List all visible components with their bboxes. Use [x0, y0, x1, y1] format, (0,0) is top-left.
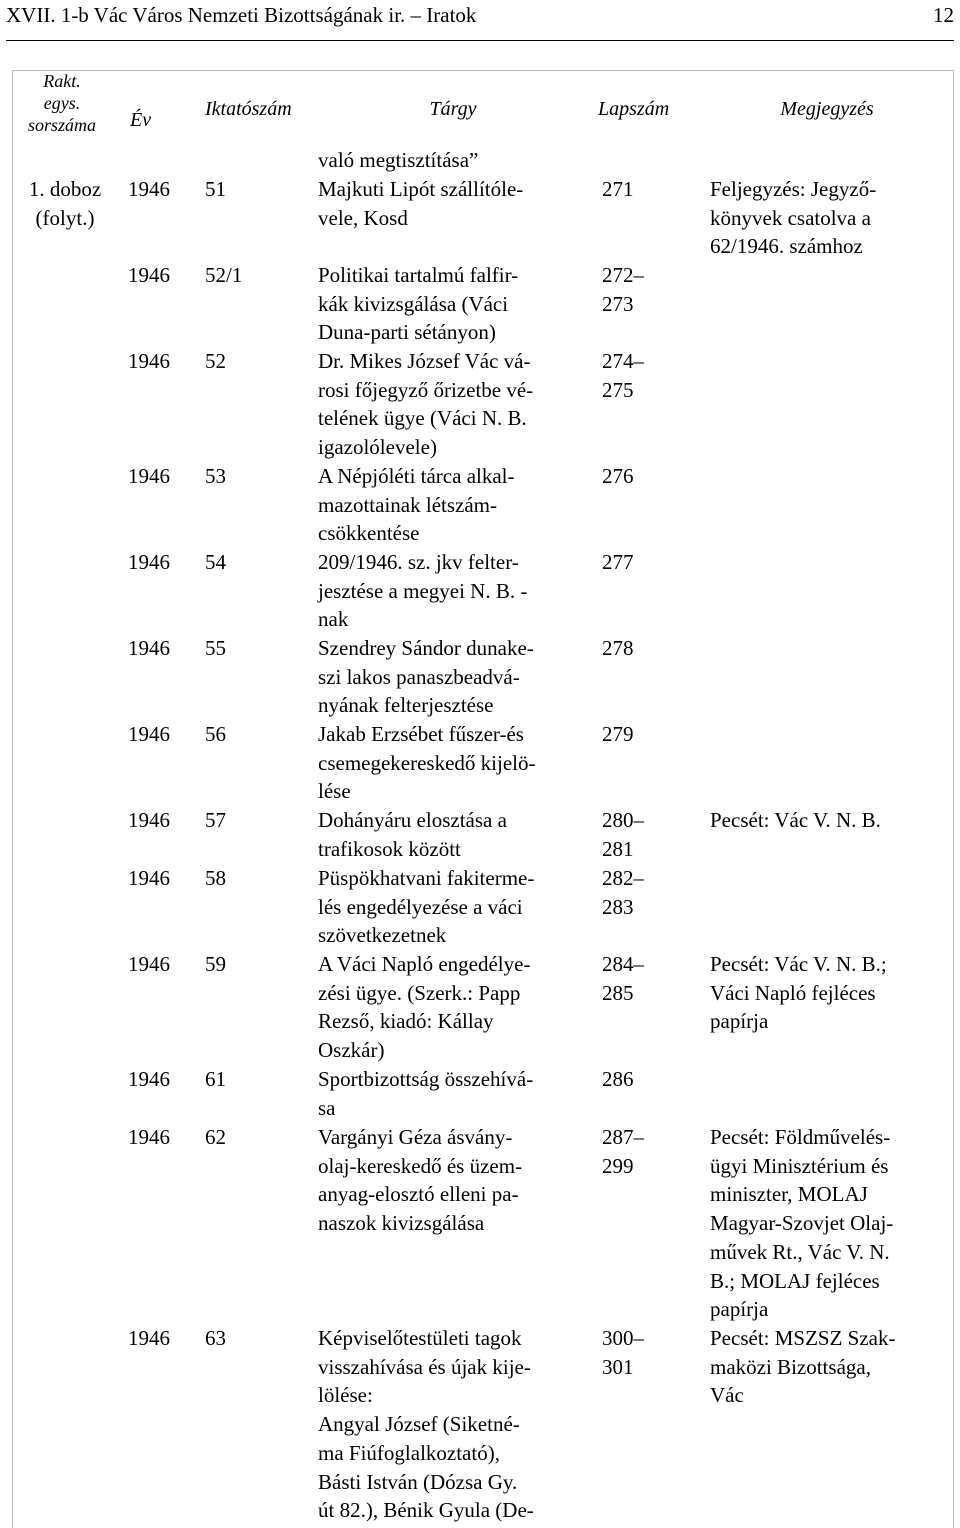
row-targy: A Váci Napló engedélye- zési ügye. (Szerk.: Papp Rezső, kiadó: Kállay Oszkár): [318, 952, 531, 1063]
row-targy: Majkuti Lipót szállítóle- vele, Kosd: [318, 177, 524, 230]
box-label: 1. doboz (folyt.): [28, 177, 102, 230]
row-targy: Szendrey Sándor dunake- szi lakos panaszbeadvá- nyának felterjesztése: [318, 636, 534, 718]
row-iktatoszam: 52/1: [205, 263, 243, 287]
row-year: 1946: [128, 177, 170, 201]
row-iktatoszam: 52: [205, 349, 226, 373]
row-lapszam: 284– 285: [602, 952, 644, 1005]
column-header-ev: Év: [130, 109, 152, 131]
row-year: 1946: [128, 866, 170, 890]
row-year: 1946: [128, 464, 170, 488]
row-year: 1946: [128, 722, 170, 746]
row-year: 1946: [128, 808, 170, 832]
row-targy: Jakab Erzsébet fűszer-és csemegekereskedő kijelö- lése: [318, 722, 536, 804]
row-iktatoszam: 59: [205, 952, 226, 976]
row-year: 1946: [128, 1326, 170, 1350]
row-year: 1946: [128, 636, 170, 660]
page-number: 12: [933, 3, 954, 27]
row-year: 1946: [128, 550, 170, 574]
row-iktatoszam: 57: [205, 808, 226, 832]
row-targy: Dr. Mikes József Vác vá- rosi főjegyző őrizetbe vé- telének ügye (Váci N. B. igazolólevele): [318, 349, 534, 460]
row-iktatoszam: 62: [205, 1125, 226, 1149]
continuation-text: való megtisztítása”: [318, 148, 479, 172]
row-lapszam: 286: [602, 1067, 634, 1091]
row-targy: 209/1946. sz. jkv felter- jesztése a megyei N. B. - nak: [318, 550, 528, 632]
row-lapszam: 277: [602, 550, 634, 574]
row-iktatoszam: 63: [205, 1326, 226, 1350]
row-targy: Sportbizottság összehívá- sa: [318, 1067, 534, 1120]
row-megjegyzes: Pecsét: MSZSZ Szak- maközi Bizottsága, Vác: [710, 1326, 896, 1408]
row-iktatoszam: 51: [205, 177, 226, 201]
row-lapszam: 279: [602, 722, 634, 746]
row-megjegyzes: Pecsét: Vác V. N. B.: [710, 808, 881, 832]
row-lapszam: 271: [602, 177, 634, 201]
row-targy: Politikai tartalmú falfir- kák kivizsgálása (Váci Duna-parti sétányon): [318, 263, 519, 345]
row-lapszam: 300– 301: [602, 1326, 644, 1379]
row-lapszam: 278: [602, 636, 634, 660]
column-header-targy: Tárgy: [429, 98, 477, 120]
row-lapszam: 287– 299: [602, 1125, 644, 1178]
column-header-lapszam: Lapszám: [598, 98, 670, 120]
row-lapszam: 276: [602, 464, 634, 488]
row-lapszam: 280– 281: [602, 808, 644, 861]
row-lapszam: 282– 283: [602, 866, 644, 919]
row-lapszam: 272– 273: [602, 263, 644, 316]
page-title: XVII. 1-b Vác Város Nemzeti Bizottságának ir. – Iratok: [6, 3, 477, 27]
column-header-megjegyzes: Megjegyzés: [780, 98, 874, 120]
column-header-iktatoszam: Iktatószám: [205, 98, 292, 120]
row-iktatoszam: 55: [205, 636, 226, 660]
page-header: [6, 0, 954, 38]
row-megjegyzes: Pecsét: Földművelés- ügyi Minisztérium és miniszter, MOLAJ Magyar-Szovjet Olaj- művek Rt., Vác V. N. B.; MOLAJ fejléces papírja: [710, 1125, 894, 1322]
row-targy: A Népjóléti tárca alkal- mazottainak létszám- csökkentése: [318, 464, 515, 546]
header-rule: [6, 40, 954, 41]
row-targy: Dohányáru elosztása a trafikosok között: [318, 808, 507, 861]
row-year: 1946: [128, 1125, 170, 1149]
row-iktatoszam: 56: [205, 722, 226, 746]
row-iktatoszam: 58: [205, 866, 226, 890]
row-iktatoszam: 61: [205, 1067, 226, 1091]
row-iktatoszam: 53: [205, 464, 226, 488]
row-megjegyzes: Pecsét: Vác V. N. B.; Váci Napló fejléces papírja: [710, 952, 887, 1034]
row-year: 1946: [128, 952, 170, 976]
column-header-rakt: Rakt. egys. sorszáma: [27, 71, 97, 135]
row-year: 1946: [128, 1067, 170, 1091]
row-iktatoszam: 54: [205, 550, 226, 574]
row-year: 1946: [128, 263, 170, 287]
row-targy: Püspökhatvani fakiterme- lés engedélyezése a váci szövetkezetnek: [318, 866, 535, 948]
row-year: 1946: [128, 349, 170, 373]
row-lapszam: 274– 275: [602, 349, 644, 402]
row-megjegyzes: Feljegyzés: Jegyző- könyvek csatolva a 62/1946. számhoz: [710, 177, 877, 259]
row-targy: Vargányi Géza ásvány- olaj-kereskedő és üzem- anyag-elosztó elleni pa- naszok kivizsgálása: [318, 1125, 523, 1236]
row-targy: Képviselőtestületi tagok visszahívása és újak kije- lölése: Angyal József (Siketné- ma Fiúfoglalkoztató), Básti István (Dózsa Gy. út 82.), Bénik Gyula (De-: [318, 1326, 534, 1523]
